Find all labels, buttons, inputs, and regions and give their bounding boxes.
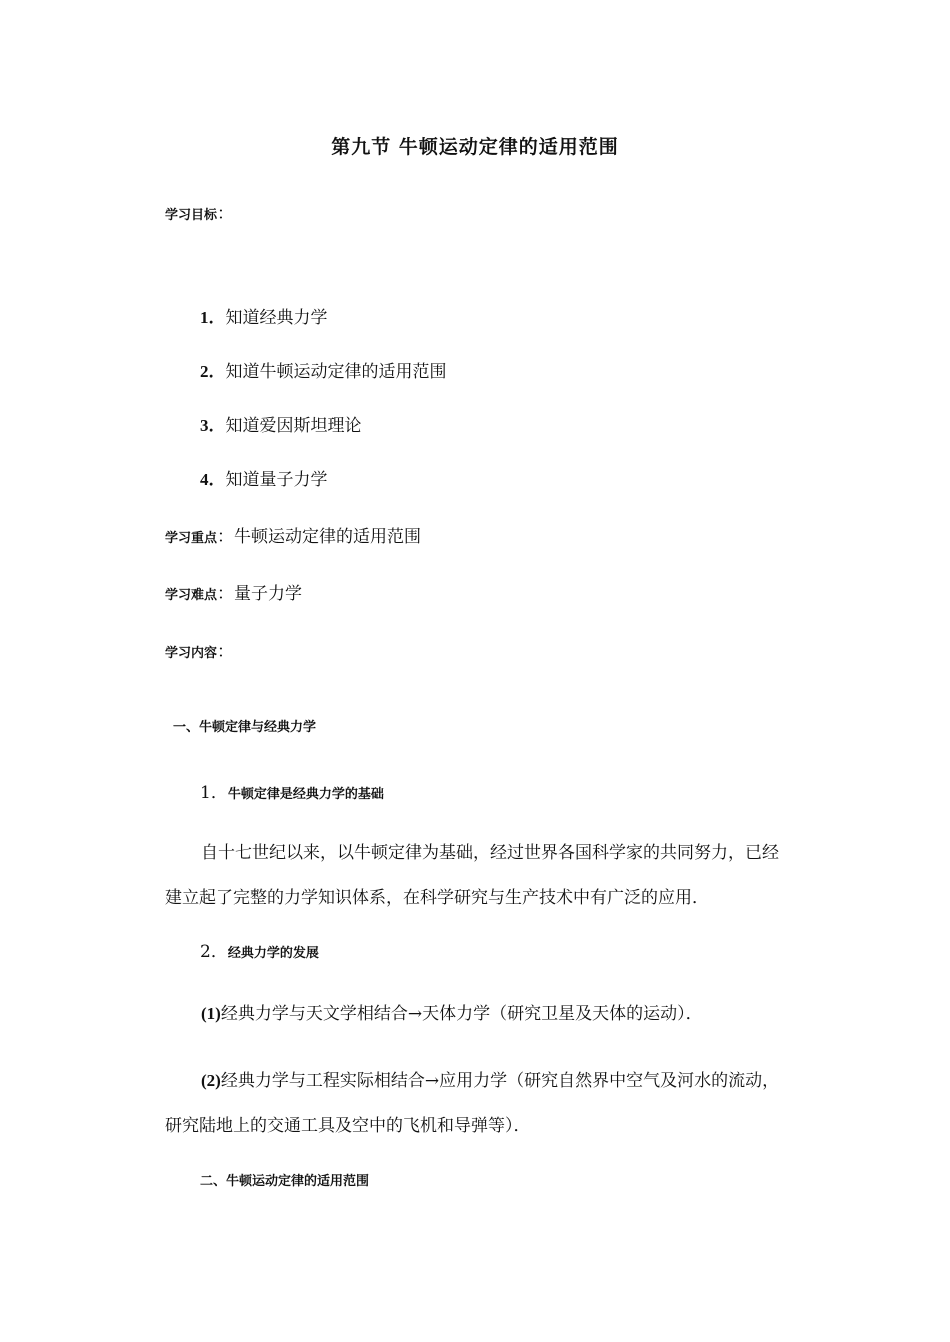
page-title: 第九节 牛顿运动定律的适用范围 — [331, 136, 619, 158]
objective-text: 知道爱因斯坦理论 — [225, 416, 362, 436]
key-point-label: 学习重点 — [165, 531, 218, 546]
section-heading: 一、牛顿定律与经典力学 — [173, 720, 317, 735]
objective-item — [200, 414, 362, 438]
list-item — [165, 991, 790, 1037]
subsection-heading — [200, 781, 384, 807]
item-text: 经典力学与工程实际相结合→应用力学（研究自然界中空气及河水的流动，研究陆地上的交通工具及空中的飞机和导弹等）． — [165, 1071, 780, 1136]
subsection-number: 2． — [200, 942, 228, 962]
content-label: 学习内容 — [165, 646, 218, 661]
difficulty-text: 量子力学 — [234, 584, 303, 604]
objectives-colon: ： — [217, 204, 235, 224]
item-number: (1) — [201, 1004, 221, 1023]
subsection-title: 牛顿定律是经典力学的基础 — [227, 787, 384, 802]
content-heading — [165, 640, 234, 666]
objective-item — [200, 306, 328, 330]
objective-text: 知道量子力学 — [225, 470, 328, 490]
section-heading: 二、牛顿运动定律的适用范围 — [200, 1174, 370, 1189]
list-item — [165, 1058, 790, 1149]
objective-number: 1． — [200, 308, 226, 327]
objectives-heading — [165, 202, 234, 228]
objectives-label: 学习目标 — [165, 208, 218, 223]
subsection-number: 1． — [200, 783, 228, 803]
item-number: (2) — [201, 1071, 221, 1090]
subsection-title: 经典力学的发展 — [227, 946, 319, 961]
difficulty-colon: ： — [217, 584, 235, 604]
item-text: 经典力学与天文学相结合→天体力学（研究卫星及天体的运动）． — [220, 1004, 703, 1024]
objective-number: 4． — [200, 470, 226, 489]
difficulty-row — [165, 582, 302, 608]
subsection-heading — [200, 940, 319, 966]
objective-item — [200, 468, 328, 492]
content-colon: ： — [217, 642, 235, 662]
objective-number: 3． — [200, 416, 226, 435]
objective-number: 2． — [200, 362, 226, 381]
difficulty-label: 学习难点 — [165, 588, 218, 603]
objective-text: 知道经典力学 — [225, 308, 328, 328]
key-point-row — [165, 525, 421, 551]
paragraph: 自十七世纪以来，以牛顿定律为基础，经过世界各国科学家的共同努力，已经建立起了完整的力学知识体系，在科学研究与生产技术中有广泛的应用． — [165, 843, 779, 908]
key-point-text: 牛顿运动定律的适用范围 — [234, 527, 422, 547]
key-point-colon: ： — [217, 527, 235, 547]
objective-text: 知道牛顿运动定律的适用范围 — [225, 362, 447, 382]
objective-item — [200, 360, 447, 384]
